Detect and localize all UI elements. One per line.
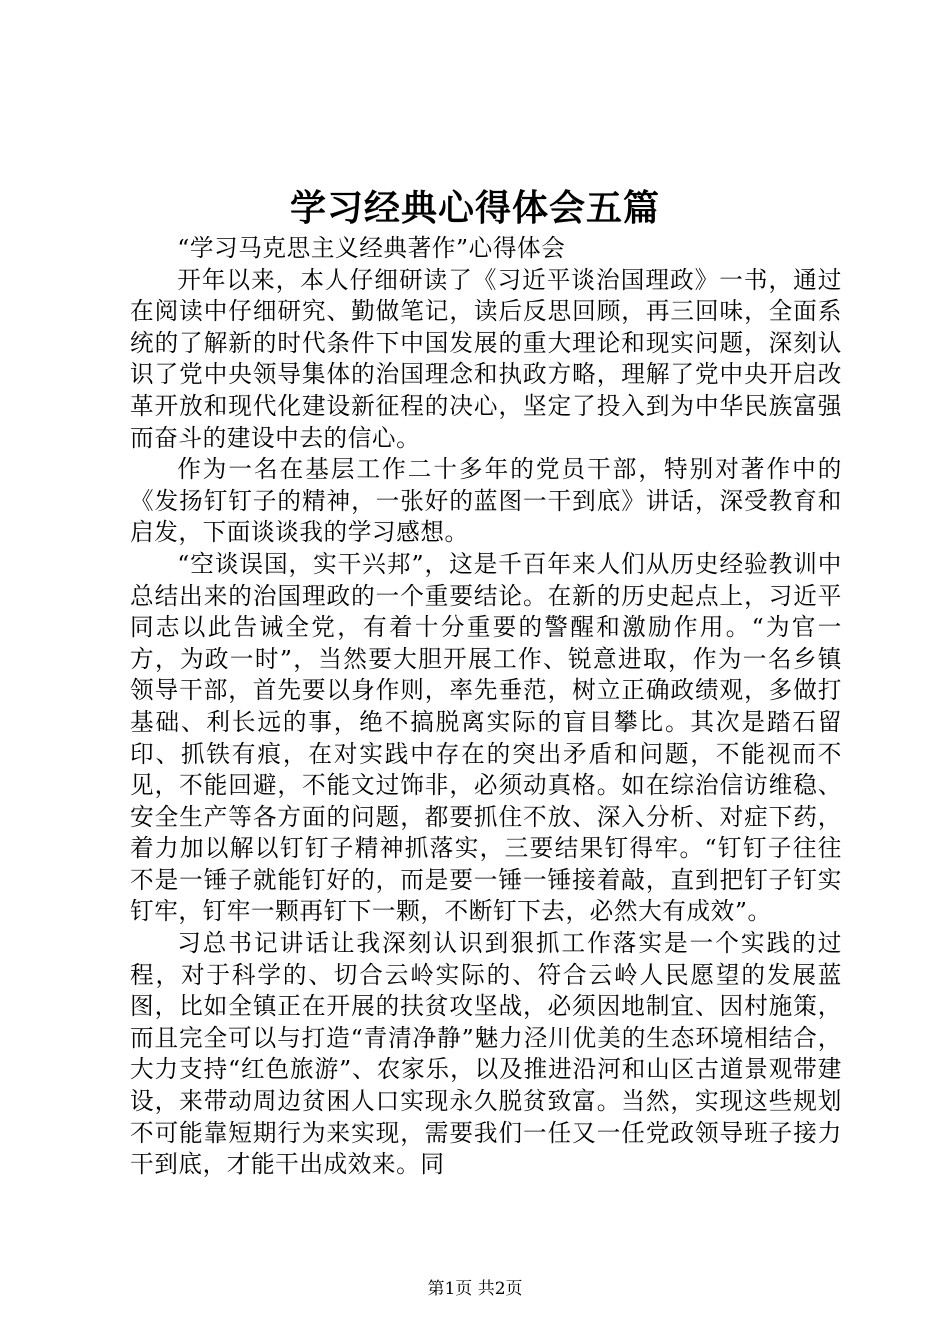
body-paragraph: 习总书记讲话让我深刻认识到狠抓工作落实是一个实践的过程，对于科学的、切合云岭实际的、符合云岭人民愿望的发展蓝图，比如全镇正在开展的扶贫攻坚战，必须因地制宜、因村施策，而且完全可以与打造“青清净静”魅力泾川优美的生态环境相结合，大力支持“红色旅游”、农家乐，以及推进沿河和山区古道景观带建设，来带动周边贫困人口实现永久脱贫致富。当然，实现这些规划不可能靠短期行为来实现，需要我们一任又一任党政领导班子接力干到底，才能干出成效来。同 — [130, 929, 842, 1179]
page-number-footer: 第1页 共2页 — [427, 1279, 523, 1299]
body-paragraph: “空谈误国，实干兴邦”，这是千百年来人们从历史经验教训中总结出来的治国理政的一个重要结论。在新的历史起点上，习近平同志以此告诫全党，有着十分重要的警醒和激励作用。“为官一方，为政一时”，当然要大胆开展工作、锐意进取，作为一名乡镇领导干部，首先要以身作则，率先垂范，树立正确政绩观，多做打基础、利长远的事，绝不搞脱离实际的盲目攀比。其次是踏石留印、抓铁有痕，在对实践中存在的突出矛盾和问题，不能视而不见，不能回避，不能文过饰非，必须动真格。如在综治信访维稳、安全生产等各方面的问题，都要抓住不放、深入分析、对症下药，着力加以解以钉钉子精神抓落实，三要结果钉得牢。“钉钉子往往不是一锤子就能钉好的，而是要一锤一锤接着敲，直到把钉子钉实钉牢，钉牢一颗再钉下一颗，不断钉下去，必然大有成效”。 — [130, 549, 842, 926]
body-paragraph: 开年以来，本人仔细研读了《习近平谈治国理政》一书，通过在阅读中仔细研究、勤做笔记，读后反思回顾，再三回味，全面系统的了解新的时代条件下中国发展的重大理论和现实问题，深刻认识了党中央领导集体的治国理念和执政方略，理解了党中央开启改革开放和现代化建设新征程的决心，坚定了投入到为中华民族富强而奋斗的建设中去的信心。 — [130, 265, 842, 452]
page-title: 学习经典心得体会五篇 — [289, 187, 660, 229]
body-paragraph: 作为一名在基层工作二十多年的党员干部，特别对著作中的《发扬钉钉子的精神，一张好的蓝图一干到底》讲话，深受教育和启发，下面谈谈我的学习感想。 — [130, 455, 842, 547]
essay-subtitle: “学习马克思主义经典著作”心得体会 — [177, 234, 566, 262]
document-body — [130, 233, 842, 1181]
